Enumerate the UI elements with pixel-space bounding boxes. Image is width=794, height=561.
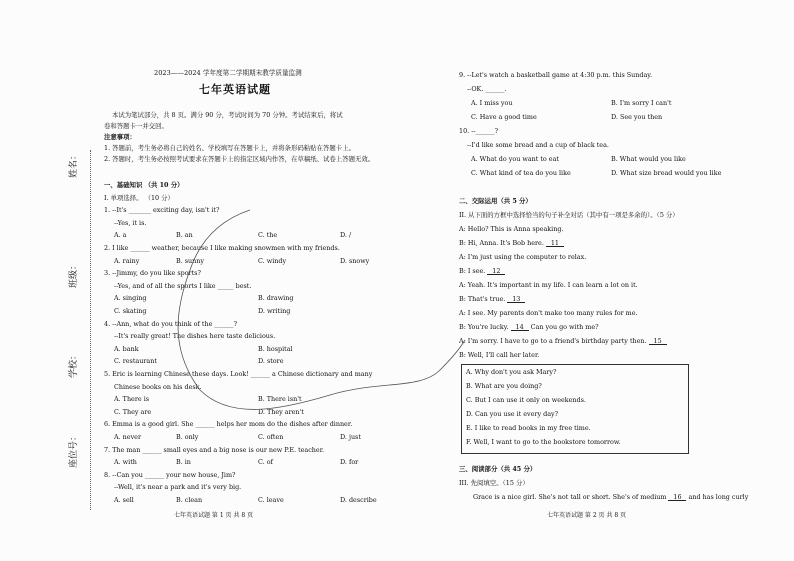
option-25-0[interactable]: A. sell <box>114 496 134 504</box>
line-text: B: You're lucky. <box>459 323 509 331</box>
box-option-2[interactable]: C. But I can use it only on weekends. <box>466 396 586 404</box>
option-25-2[interactable]: C. leave <box>258 496 284 504</box>
option-r2-1[interactable]: B. I'm sorry I can't <box>611 99 672 107</box>
left-line-3: --Yes, it is. <box>114 218 147 227</box>
option-14-1[interactable]: D. store <box>258 357 284 366</box>
option-6-1[interactable]: B. sunny <box>176 256 204 265</box>
option-9-0[interactable]: A. singing <box>114 294 147 303</box>
option-10-0[interactable]: C. skating <box>114 307 147 315</box>
option-r6-0[interactable]: A. What do you want to eat <box>471 155 559 163</box>
box-option-1[interactable]: B. What are you doing? <box>466 382 542 390</box>
blank-13[interactable]: 13 <box>507 296 525 303</box>
option-r3-0[interactable]: C. Have a good time <box>471 113 537 121</box>
option-22-3[interactable]: D. for <box>340 458 359 467</box>
option-r6-1[interactable]: B. What would you like <box>611 155 686 163</box>
exam-subtitle: 2023——2024 学年度第二学期期末教学质量监测 <box>154 69 302 77</box>
left-line-0: 一、基础知识 （共 10 分） <box>104 181 184 189</box>
option-r7-1[interactable]: D. What size bread would you like <box>611 169 722 177</box>
reading-text: Grace is a nice girl. She's not tall or short. She's of medium <box>473 493 667 501</box>
option-r3-1[interactable]: D. See you then <box>611 113 663 121</box>
option-13-1[interactable]: B. hospital <box>258 344 293 353</box>
option-4-2[interactable]: C. the <box>258 231 278 240</box>
left-line-24: --Well, it's near a park and it's very big. <box>114 483 242 492</box>
option-17-1[interactable]: B. There isn't <box>258 395 302 404</box>
exam-title: 七年英语试题 <box>199 83 271 96</box>
line-text: II. 从下面的方框中选择恰当的句子补全对话（其中有一项是多余的）。（5 分） <box>459 211 679 219</box>
option-r7-0[interactable]: C. What kind of tea do you like <box>471 169 571 177</box>
line-text: 二、交际运用（共 5 分） <box>459 197 532 205</box>
option-6-0[interactable]: A. rainy <box>114 256 140 265</box>
option-6-2[interactable]: C. windy <box>258 256 287 265</box>
option-22-2[interactable]: C. of <box>258 458 273 467</box>
option-18-0[interactable]: C. They are <box>114 407 152 416</box>
option-9-1[interactable]: B. drawing <box>258 294 294 303</box>
line-after: Can you go with me? <box>530 323 599 331</box>
option-25-3[interactable]: D. describe <box>340 496 377 504</box>
left-line-1: I. 单项选择。 （10 分） <box>104 193 174 202</box>
option-17-0[interactable]: A. There is <box>114 395 150 404</box>
option-13-0[interactable]: A. bank <box>114 344 139 353</box>
reading-section-title: 三、阅读部分（共 45 分） <box>459 465 537 473</box>
left-line-12: --It's really great! The dishes here taste delicious. <box>114 332 276 341</box>
line-text: A: I see. My parents don't make too many rules for me. <box>459 309 638 317</box>
seat-label: 座位号： <box>69 431 79 468</box>
option-22-0[interactable]: A. with <box>114 458 137 467</box>
left-line-23: 8. --Can you ______ your new house, Jim? <box>104 470 236 479</box>
left-line-2: 1. --It's _______ exciting day, isn't it? <box>104 206 220 215</box>
option-22-1[interactable]: B. in <box>176 458 191 467</box>
left-line-8: --Yes, and of all the sports I like _____ best. <box>114 281 252 290</box>
left-page-footer: 七年英语试题 第 1 页 共 8 页 <box>174 512 254 519</box>
box-option-3[interactable]: D. Can you use it every day? <box>466 410 559 418</box>
option-14-0[interactable]: C. restaurant <box>114 357 157 366</box>
option-4-0[interactable]: A. a <box>114 231 127 240</box>
notes-title: 注意事项： <box>104 133 136 141</box>
reading-part-title: III. 先阅填空。（15 分） <box>459 479 529 487</box>
line-text: 10. --______? <box>459 127 499 135</box>
option-20-0[interactable]: A. never <box>114 433 142 441</box>
blank-11[interactable]: 11 <box>546 240 564 247</box>
note-2: 2. 答题时，考生务必按照考试要求在答题卡上的指定区域内作答，在草稿纸、试卷上答题无效。 <box>104 155 375 163</box>
school-label: 学校： <box>69 350 79 378</box>
box-option-4[interactable]: E. I like to read books in my free time. <box>466 424 591 432</box>
left-line-16: Chinese books on his desk. <box>114 382 202 391</box>
left-line-5: 2. I like ______ weather, because I like making snowmen with my friends. <box>104 244 340 252</box>
left-line-21: 7. The man ______ small eyes and a big nose is our new P.E. teacher. <box>104 445 325 454</box>
blank-15[interactable]: 15 <box>649 338 667 345</box>
line-text: --I'd like some bread and a cup of black tea. <box>467 141 609 149</box>
line-text: --OK. ______. <box>467 85 507 93</box>
left-line-11: 4. --Ann, what do you think of the ______? <box>104 319 238 328</box>
option-4-1[interactable]: B. an <box>176 231 193 240</box>
line-text: B: Hi, Anna. It's Bob here. <box>459 239 544 247</box>
class-label: 班级： <box>69 260 79 288</box>
option-18-1[interactable]: D. They aren't <box>258 407 304 416</box>
line-text: A: Yeah. It's important in my life. I can learn a lot on it. <box>459 281 638 289</box>
option-4-3[interactable]: D. / <box>340 231 352 240</box>
option-6-3[interactable]: D. snowy <box>340 256 370 265</box>
left-line-15: 5. Eric is learning Chinese these days. Look! ______ a Chinese dictionary and many <box>104 370 373 378</box>
blank-16[interactable]: 16 <box>668 494 686 501</box>
line-text: B: I see. <box>459 267 486 275</box>
option-20-2[interactable]: C. often <box>258 433 284 441</box>
note-1: 1. 答题前，考生务必将自己的姓名、学校填写在答题卡上，并将条形码粘贴在答题卡上。 <box>104 144 355 152</box>
blank-12[interactable]: 12 <box>487 268 505 275</box>
intro-line-2: 卷和答题卡一并交回。 <box>104 122 168 130</box>
line-text: A: I'm just using the computer to relax. <box>459 253 587 261</box>
line-text: B: That's true. <box>459 295 506 303</box>
right-page-footer: 七年英语试题 第 2 页 共 8 页 <box>547 512 627 519</box>
line-text: B: Well, I'll call her later. <box>459 351 540 359</box>
option-10-1[interactable]: D. writing <box>258 307 291 315</box>
option-20-3[interactable]: D. just <box>340 433 361 441</box>
line-text: 9. --Let's watch a basketball game at 4:30 p.m. this Sunday. <box>459 71 653 79</box>
left-line-19: 6. Emma is a good girl. She ______ helps her mom do the dishes after dinner. <box>104 420 353 429</box>
box-option-5[interactable]: F. Well, I want to go to the bookstore tomorrow. <box>466 438 621 446</box>
left-line-7: 3. --Jimmy, do you like sports? <box>104 269 201 278</box>
line-text: A: Hello? This is Anna speaking. <box>459 225 564 233</box>
intro-line-1: 本试为笔试部分，共 8 页。满分 90 分，考试时间为 70 分钟。考试结束后，将试 <box>112 111 343 119</box>
option-25-1[interactable]: B. clean <box>176 496 203 504</box>
option-20-1[interactable]: B. only <box>176 433 199 441</box>
blank-14[interactable]: 14 <box>511 324 529 331</box>
reading-after: and has long curly <box>688 493 749 501</box>
option-r2-0[interactable]: A. I miss you <box>471 99 513 107</box>
name-label: 姓名： <box>69 150 79 178</box>
box-option-0[interactable]: A. Why don't you ask Mary? <box>466 368 557 376</box>
line-text: A: I'm sorry. I have to go to a friend's birthday party then. <box>459 337 647 345</box>
